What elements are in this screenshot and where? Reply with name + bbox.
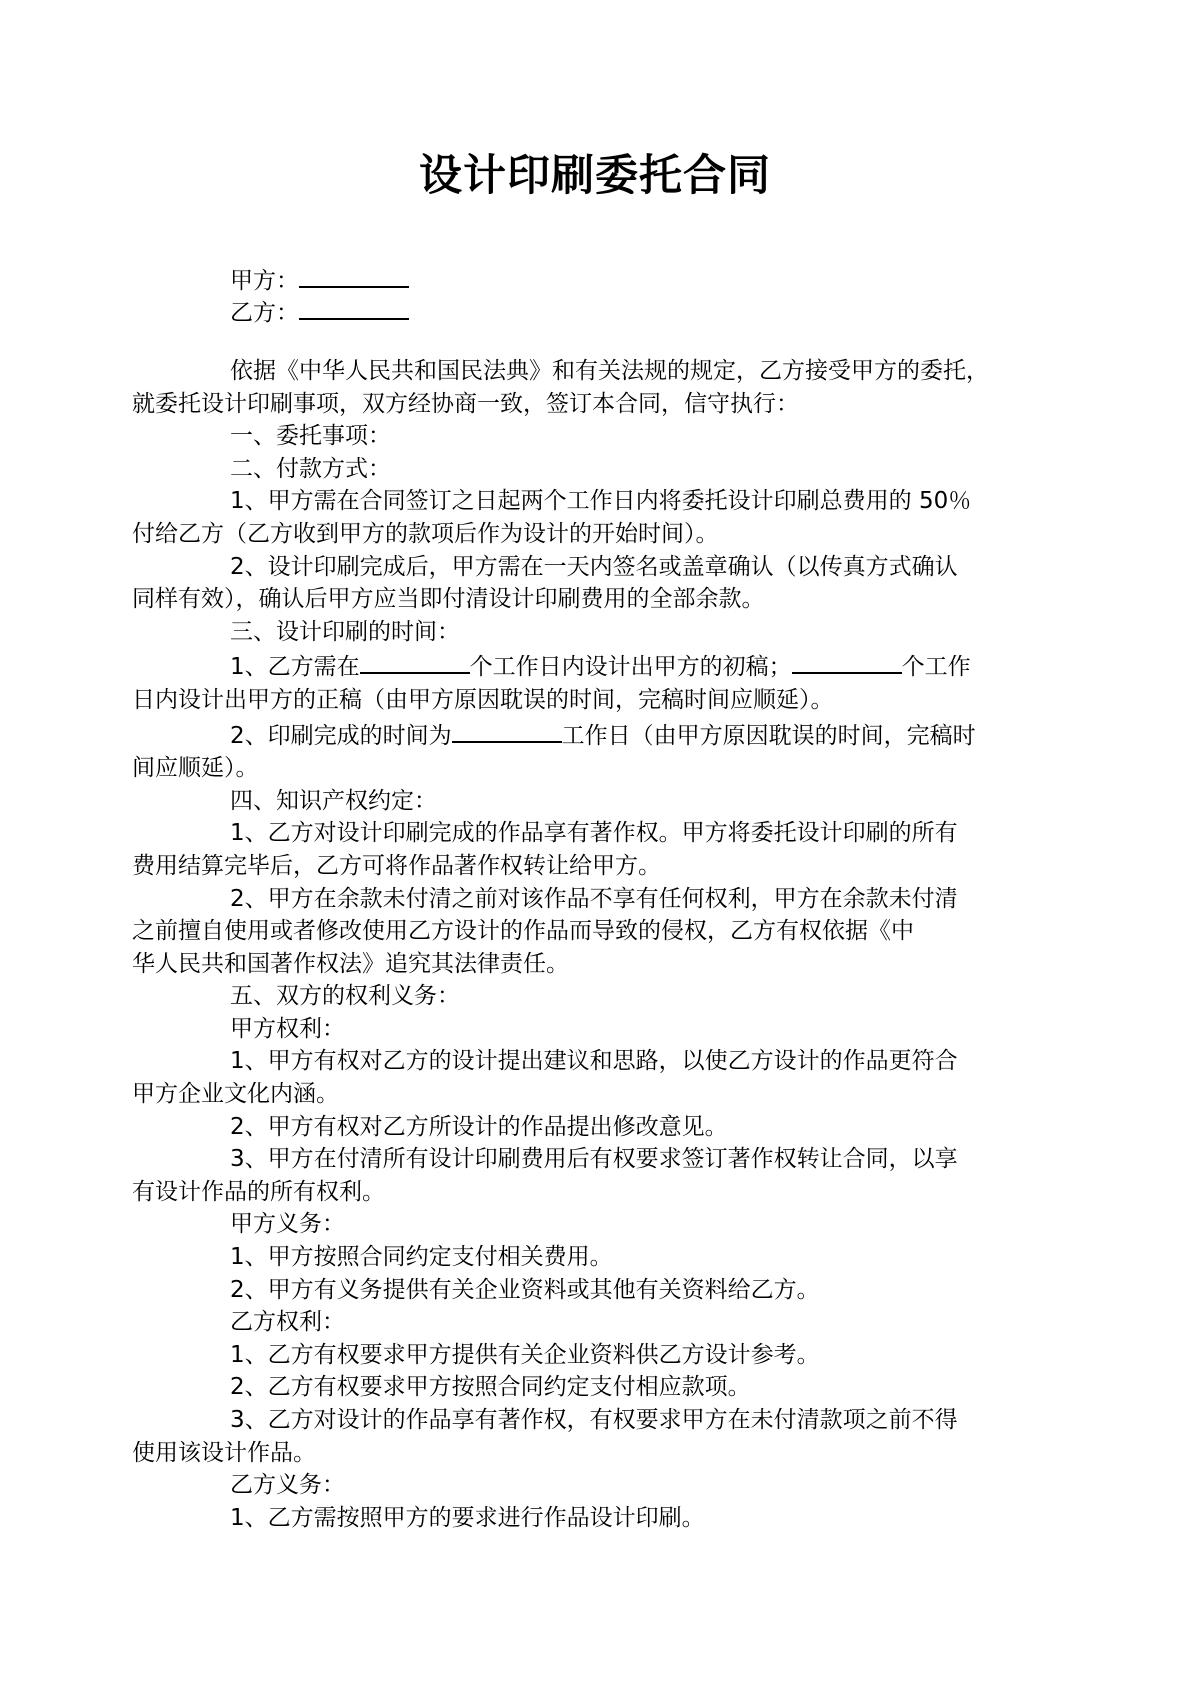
sub-heading: 甲方义务： <box>230 1211 345 1238</box>
clause: 2、甲方有权对乙方所设计的作品提出修改意见。 <box>230 1113 728 1140</box>
final-days-blank[interactable] <box>792 648 902 674</box>
section-heading: 二、付款方式： <box>230 455 391 482</box>
section-heading: 四、知识产权约定： <box>230 787 437 814</box>
text-line: 依据《中华人民共和国民法典》和有关法规的规定，乙方接受甲方的委托， <box>230 358 989 384</box>
clause: 1、甲方按照合同约定支付相关费用。 <box>230 1244 613 1271</box>
contract-body <box>132 355 1041 1534</box>
party-a-line <box>230 262 409 294</box>
clause <box>132 883 1041 981</box>
text-line: 1、乙方对设计印刷完成的作品享有著作权。甲方将委托设计印刷的所有 <box>230 820 958 847</box>
text-line: 3、乙方对设计的作品享有著作权，有权要求甲方在未付清款项之前不得 <box>230 1407 958 1433</box>
text-line: 同样有效），确认后甲方应当即付清设计印刷费用的全部余款。 <box>132 586 765 613</box>
text-fragment: 1、乙方需在 <box>230 654 360 681</box>
party-a-label: 甲方： <box>230 268 299 294</box>
text-line: 就委托设计印刷事项，双方经协商一致，签订本合同，信守执行： <box>132 390 799 417</box>
text-line: 日内设计出甲方的正稿（由甲方原因耽误的时间，完稿时间应顺延）。 <box>132 686 834 713</box>
clause-time-2 <box>132 717 1041 785</box>
text-fragment: 2、印刷完成的时间为 <box>230 722 452 749</box>
parties-block <box>230 262 409 326</box>
party-b-label: 乙方： <box>230 300 299 326</box>
text-fragment: 个工作日内设计出甲方的初稿； <box>469 654 792 681</box>
clause <box>132 1045 1041 1110</box>
party-b-line <box>230 294 409 326</box>
text-line: 费用结算完毕后，乙方可将作品著作权转让给甲方。 <box>132 852 661 879</box>
section-heading: 三、设计印刷的时间： <box>230 618 460 645</box>
clause <box>132 551 1041 616</box>
draft-days-blank[interactable] <box>360 648 470 674</box>
section-heading: 一、委托事项： <box>230 423 391 450</box>
clause: 2、甲方有义务提供有关企业资料或其他有关资料给乙方。 <box>230 1276 820 1303</box>
section-heading: 五、双方的权利义务： <box>230 983 460 1010</box>
sub-heading: 甲方权利： <box>230 1015 345 1042</box>
text-line: 1、甲方需在合同签订之日起两个工作日内将委托设计印刷总费用的 50％ <box>230 488 972 515</box>
text-line: 3、甲方在付清所有设计印刷费用后有权要求签订著作权转让合同，以享 <box>230 1146 958 1173</box>
text-line: 2、甲方在余款未付清之前对该作品不享有任何权利，甲方在余款未付清 <box>230 885 958 912</box>
clause: 1、乙方有权要求甲方提供有关企业资料供乙方设计参考。 <box>230 1341 820 1368</box>
party-b-blank[interactable] <box>299 294 409 320</box>
clause: 1、乙方需按照甲方的要求进行作品设计印刷。 <box>230 1504 705 1531</box>
text-line: 甲方企业文化内涵。 <box>132 1081 339 1108</box>
print-days-blank[interactable] <box>452 717 562 743</box>
clause <box>132 817 1041 882</box>
clause: 2、乙方有权要求甲方按照合同约定支付相应款项。 <box>230 1374 751 1401</box>
text-line: 2、设计印刷完成后，甲方需在一天内签名或盖章确认（以传真方式确认 <box>230 553 958 580</box>
document-title: 设计印刷委托合同 <box>419 151 771 201</box>
text-fragment: 工作日（由甲方原因耽误的时间，完稿时 <box>561 722 976 749</box>
text-line: 有设计作品的所有权利。 <box>132 1178 385 1205</box>
sub-heading: 乙方权利： <box>230 1309 345 1336</box>
text-fragment: 个工作 <box>901 654 971 681</box>
clause <box>132 485 1041 550</box>
text-line: 1、甲方有权对乙方的设计提出建议和思路，以使乙方设计的作品更符合 <box>230 1048 958 1075</box>
clause-time-1 <box>132 648 1041 716</box>
sub-heading: 乙方义务： <box>230 1472 345 1499</box>
text-line: 付给乙方（乙方收到甲方的款项后作为设计的开始时间）。 <box>132 520 719 547</box>
paragraph-preamble <box>132 355 1041 420</box>
text-line: 华人民共和国著作权法》追究其法律责任。 <box>132 950 569 977</box>
text-line: 之前擅自使用或者修改使用乙方设计的作品而导致的侵权，乙方有权依据《中 <box>132 918 914 945</box>
clause <box>132 1143 1041 1208</box>
party-a-blank[interactable] <box>299 262 409 288</box>
text-line: 使用该设计作品。 <box>132 1439 316 1466</box>
clause <box>132 1404 1041 1469</box>
text-line: 间应顺延）。 <box>132 755 259 782</box>
